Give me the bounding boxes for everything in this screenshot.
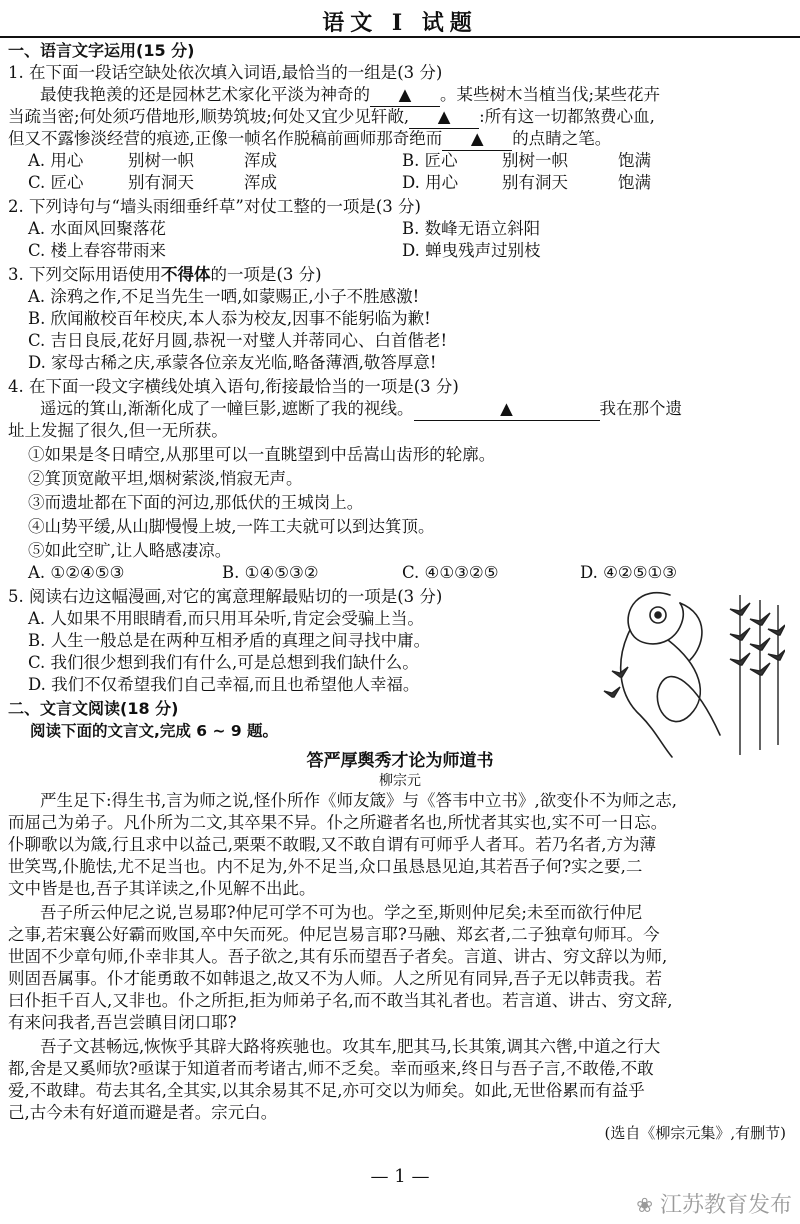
q4-stem: 4. 在下面一段文字横线处填入语句,衔接最恰当的一项是(3 分) bbox=[8, 377, 459, 396]
reading-line-1: 严生足下:得生书,言为师之说,怪仆所作《师友箴》与《答韦中立书》,欲变仆不为师之志, bbox=[40, 791, 678, 810]
reading-line-11: 有来问我者,吾岂尝瞋目闭口耶? bbox=[8, 1013, 237, 1032]
q1-blank-1: ▲ bbox=[370, 84, 440, 107]
page-number: — 1 — bbox=[370, 1166, 430, 1187]
q2-stem: 2. 下列诗句与“墙头雨细垂纤草”对仗工整的一项是(3 分) bbox=[8, 197, 421, 216]
reading-line-9: 则固吾属事。仆才能勇敢不如韩退之,故又不为人师。人之所见有同异,吾子无以韩责我。若 bbox=[8, 969, 662, 988]
reading-instruction: 阅读下面的文言文,完成 6 ~ 9 题。 bbox=[30, 722, 279, 740]
reading-line-15: 己,古今未有好道而避是者。宗元白。 bbox=[8, 1103, 278, 1122]
reading-source: (选自《柳宗元集》,有删节) bbox=[604, 1124, 786, 1142]
q2-option-a: A. 水面风回聚落花 bbox=[28, 219, 166, 238]
q1-option-d-word2: 别有洞天 bbox=[502, 173, 568, 192]
q4-item-3: ③而遗址都在下面的河边,那低伏的王城岗上。 bbox=[28, 493, 364, 512]
q1-option-c-word3: 浑成 bbox=[244, 173, 277, 192]
q1-passage-line-3: 但又不露惨淡经营的痕迹,正像一帧名作脱稿前画师那奇绝而 ▲ 的点睛之笔。 bbox=[8, 128, 611, 151]
q1-blank-2: ▲ bbox=[409, 106, 479, 129]
q2-option-c: C. 楼上春容带雨来 bbox=[28, 241, 167, 260]
q4-option-a: A. ①②④⑤③ bbox=[28, 563, 125, 582]
reading-line-12: 吾子文甚畅远,恢恢乎其辟大路将疾驰也。攻其车,肥其马,长其策,调其六辔,中道之行大 bbox=[40, 1037, 661, 1056]
q3-option-d: D. 家母古稀之庆,承蒙各位亲友光临,略备薄酒,敬答厚意! bbox=[28, 353, 437, 372]
q1-option-b: B. 匠心 bbox=[402, 151, 458, 170]
q5-option-a: A. 人如果不用眼睛看,而只用耳朵听,肯定会受骗上当。 bbox=[28, 609, 424, 628]
q3-option-a: A. 涂鸦之作,不足当先生一哂,如蒙赐正,小子不胜感激! bbox=[28, 287, 420, 306]
q1-option-a: A. 用心 bbox=[28, 151, 84, 170]
q3-emphasis: 不得体 bbox=[161, 265, 211, 284]
q3-option-b: B. 欣闻敝校百年校庆,本人忝为校友,因事不能躬临为歉! bbox=[28, 309, 431, 328]
reading-line-2: 而屈己为弟子。凡仆所为二文,其卒果不异。仆之所避者名也,所忧者其实也,实不可一日忘。 bbox=[8, 813, 668, 832]
reading-line-5: 文中皆是也,吾子其详读之,仆见解不出此。 bbox=[8, 879, 316, 898]
q5-option-d: D. 我们不仅希望我们自己幸福,而且也希望他人幸福。 bbox=[28, 675, 420, 694]
title-rule bbox=[0, 36, 800, 38]
watermark bbox=[636, 1188, 792, 1219]
reading-line-13: 都,舍是又奚师欤?亟谋于知道者而考诸古,师不乏矣。幸而亟来,终日与吾子言,不敢倦,不敢 bbox=[8, 1059, 654, 1078]
q1-option-d: D. 用心 bbox=[402, 173, 459, 192]
reading-line-6: 吾子所云仲尼之说,岂易耶?仲尼可学不可为也。学之至,斯则仲尼矣;未至而欲行仲尼 bbox=[40, 903, 643, 922]
q4-option-d: D. ④②⑤①③ bbox=[580, 563, 678, 582]
q5-option-b: B. 人生一般总是在两种互相矛盾的真理之间寻找中庸。 bbox=[28, 631, 431, 650]
q1-option-c: C. 匠心 bbox=[28, 173, 84, 192]
q3-stem: 3. 下列交际用语使用不得体的一项是(3 分) bbox=[8, 265, 322, 284]
q3-option-c: C. 吉日良辰,花好月圆,恭祝一对璧人并蒂同心、白首偕老! bbox=[28, 331, 448, 350]
q1-option-a-word2: 别树一帜 bbox=[128, 151, 194, 170]
reading-title: 答严厚舆秀才论为师道书 bbox=[306, 751, 494, 771]
q4-item-2: ②箕顶宽敞平坦,烟树萦淡,悄寂无声。 bbox=[28, 469, 303, 488]
reading-line-10: 曰仆拒千百人,又非也。仆之所拒,拒为师弟子名,而不敢当其礼者也。若言道、讲古、穷文辞, bbox=[8, 991, 673, 1010]
q4-blank: ▲ bbox=[414, 398, 600, 421]
q1-option-a-word3: 浑成 bbox=[244, 151, 277, 170]
q4-item-5: ⑤如此空旷,让人略感凄凉。 bbox=[28, 541, 232, 560]
q1-option-b-word3: 饱满 bbox=[618, 151, 651, 170]
q4-passage-line-2: 址上发掘了很久,但一无所获。 bbox=[8, 421, 228, 440]
section-1-heading: 一、语言文字运用(15 分) bbox=[8, 41, 195, 60]
reading-line-14: 爱,不敢肆。苟去其名,全其实,以其余易其不足,亦可交以为师矣。如此,无世俗累而有益乎 bbox=[8, 1081, 645, 1100]
q5-stem: 5. 阅读右边这幅漫画,对它的寓意理解最贴切的一项是(3 分) bbox=[8, 587, 443, 606]
q4-passage-line-1: 遥远的箕山,渐渐化成了一幢巨影,遮断了我的视线。 ▲ 我在那个遗 bbox=[40, 398, 682, 421]
watermark-text: 江苏教育发布 bbox=[659, 1193, 792, 1218]
q1-blank-3: ▲ bbox=[442, 128, 512, 151]
cartoon-illustration bbox=[600, 585, 785, 760]
reading-line-7: 之事,若宋襄公好霸而败国,卒中矢而死。仲尼岂易言耶?马融、郑玄者,二子独章句师耳。今 bbox=[8, 925, 660, 944]
section-2-heading: 二、文言文阅读(18 分) bbox=[8, 699, 179, 718]
reading-line-4: 世笑骂,仆脆怯,尤不足当也。内不足为,外不足当,众口虽恳恳见迫,其若吾子何?实之要,二 bbox=[8, 857, 643, 876]
q5-option-c: C. 我们很少想到我们有什么,可是总想到我们缺什么。 bbox=[28, 653, 419, 672]
q1-option-c-word2: 别有洞天 bbox=[128, 173, 194, 192]
reading-line-3: 仆聊歌以为箴,行且求中以益己,栗栗不敢暇,又不敢自谓有可师乎人者耳。若乃名者,方为薄 bbox=[8, 835, 656, 854]
q2-option-b: B. 数峰无语立斜阳 bbox=[402, 219, 541, 238]
page-title: 语文 Ⅰ 试题 bbox=[322, 10, 478, 36]
q1-stem: 1. 在下面一段话空缺处依次填入词语,最恰当的一组是(3 分) bbox=[8, 63, 443, 82]
q1-passage-line-1: 最使我艳羡的还是园林艺术家化平淡为神奇的 ▲ 。某些树木当植当伐;某些花卉 bbox=[40, 84, 660, 107]
q4-option-b: B. ①④⑤③② bbox=[222, 563, 319, 582]
q1-option-d-word3: 饱满 bbox=[618, 173, 651, 192]
q4-option-c: C. ④①③②⑤ bbox=[402, 563, 499, 582]
q4-item-1: ①如果是冬日晴空,从那里可以一直眺望到中岳嵩山齿形的轮廓。 bbox=[28, 445, 496, 464]
q1-option-b-word2: 别树一帜 bbox=[502, 151, 568, 170]
reading-line-8: 世固不少章句师,仆幸非其人。吾子欲之,其有乐而望吾子者矣。言道、讲古、穷文辞以为师, bbox=[8, 947, 668, 966]
reading-author: 柳宗元 bbox=[379, 773, 421, 789]
wechat-icon: ❀ bbox=[636, 1193, 653, 1217]
q1-passage-line-2: 当疏当密;何处须巧借地形,顺势筑坡;何处又宜少见轩敞, ▲ :所有这一切都煞费心血, bbox=[8, 106, 655, 129]
q2-option-d: D. 蝉曳残声过别枝 bbox=[402, 241, 541, 260]
q4-item-4: ④山势平缓,从山脚慢慢上坡,一阵工夫就可以到达箕顶。 bbox=[28, 517, 435, 536]
